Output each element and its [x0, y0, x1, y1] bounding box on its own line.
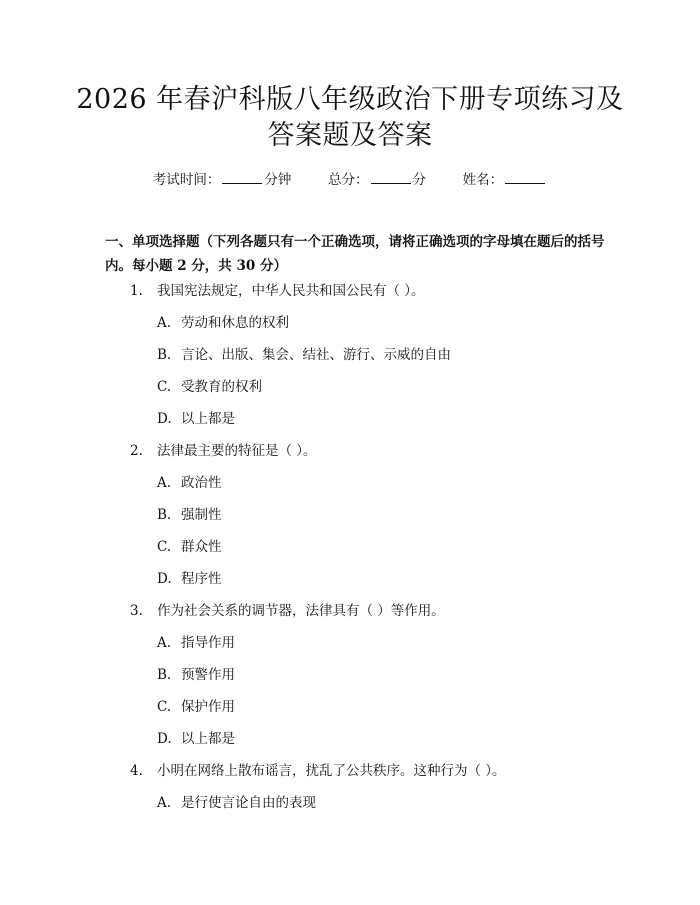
exam-time-unit: 分钟	[264, 172, 292, 188]
total-score-label: 总分：	[328, 172, 369, 188]
question-text: 小明在网络上散布谣言，扰乱了公共秩序。这种行为（ ）。	[157, 763, 506, 779]
question-4	[130, 762, 506, 780]
question-1-option-b	[157, 346, 451, 364]
question-text: 法律最主要的特征是（ ）。	[157, 443, 317, 459]
option-text: 强制性	[181, 507, 222, 523]
question-2	[130, 442, 317, 460]
question-2-option-b	[157, 506, 222, 524]
total-score-blank	[371, 171, 411, 184]
student-name-blank	[505, 171, 545, 184]
question-1	[130, 282, 425, 300]
question-2-option-a	[157, 474, 222, 492]
question-number: 2.	[130, 443, 143, 459]
document-title-line-1: 2026 年春沪科版八年级政治下册专项练习及	[76, 84, 624, 115]
total-score-unit: 分	[412, 172, 426, 188]
question-text: 我国宪法规定，中华人民共和国公民有（ ）。	[157, 283, 425, 299]
option-letter: A.	[157, 475, 172, 491]
question-3	[130, 602, 445, 620]
question-number: 1.	[130, 283, 143, 299]
option-text: 言论、出版、集会、结社、游行、示威的自由	[181, 347, 451, 363]
question-2-option-c	[157, 538, 222, 556]
option-letter: A.	[157, 315, 172, 331]
option-letter: D.	[157, 731, 172, 747]
option-text: 预警作用	[181, 667, 235, 683]
question-3-option-d	[157, 730, 235, 748]
question-1-option-c	[157, 378, 262, 396]
question-4-option-a	[157, 794, 316, 812]
exam-time-blank	[222, 171, 262, 184]
option-letter: A.	[157, 635, 172, 651]
question-1-option-d	[157, 410, 235, 428]
question-2-option-d	[157, 570, 222, 588]
option-letter: B.	[157, 347, 172, 363]
option-text: 受教育的权利	[181, 379, 262, 395]
option-text: 以上都是	[181, 411, 235, 427]
option-text: 群众性	[181, 539, 222, 555]
option-text: 政治性	[181, 475, 222, 491]
option-letter: B.	[157, 667, 172, 683]
option-letter: C.	[157, 699, 172, 715]
option-letter: C.	[157, 539, 172, 555]
question-1-option-a	[157, 314, 289, 332]
question-number: 4.	[130, 763, 143, 779]
option-letter: B.	[157, 507, 172, 523]
option-letter: A.	[157, 795, 172, 811]
option-text: 是行使言论自由的表现	[181, 795, 316, 811]
exam-time-label: 考试时间：	[152, 172, 221, 188]
option-letter: C.	[157, 379, 172, 395]
question-3-option-a	[157, 634, 235, 652]
exam-info-line	[0, 168, 700, 188]
option-letter: D.	[157, 571, 172, 587]
option-text: 指导作用	[181, 635, 235, 651]
document-title-line-2: 答案题及答案	[267, 120, 433, 151]
option-text: 劳动和休息的权利	[181, 315, 289, 331]
question-number: 3.	[130, 603, 143, 619]
section-heading: 一、单项选择题（下列各题只有一个正确选项，请将正确选项的字母填在题后的括号内。每小题 2 分，共 30 分）	[105, 234, 605, 274]
option-letter: D.	[157, 411, 172, 427]
option-text: 以上都是	[181, 731, 235, 747]
option-text: 保护作用	[181, 699, 235, 715]
question-3-option-c	[157, 698, 235, 716]
question-text: 作为社会关系的调节器，法律具有（ ）等作用。	[157, 603, 445, 619]
student-name-label: 姓名：	[462, 172, 504, 188]
question-3-option-b	[157, 666, 235, 684]
option-text: 程序性	[181, 571, 222, 587]
